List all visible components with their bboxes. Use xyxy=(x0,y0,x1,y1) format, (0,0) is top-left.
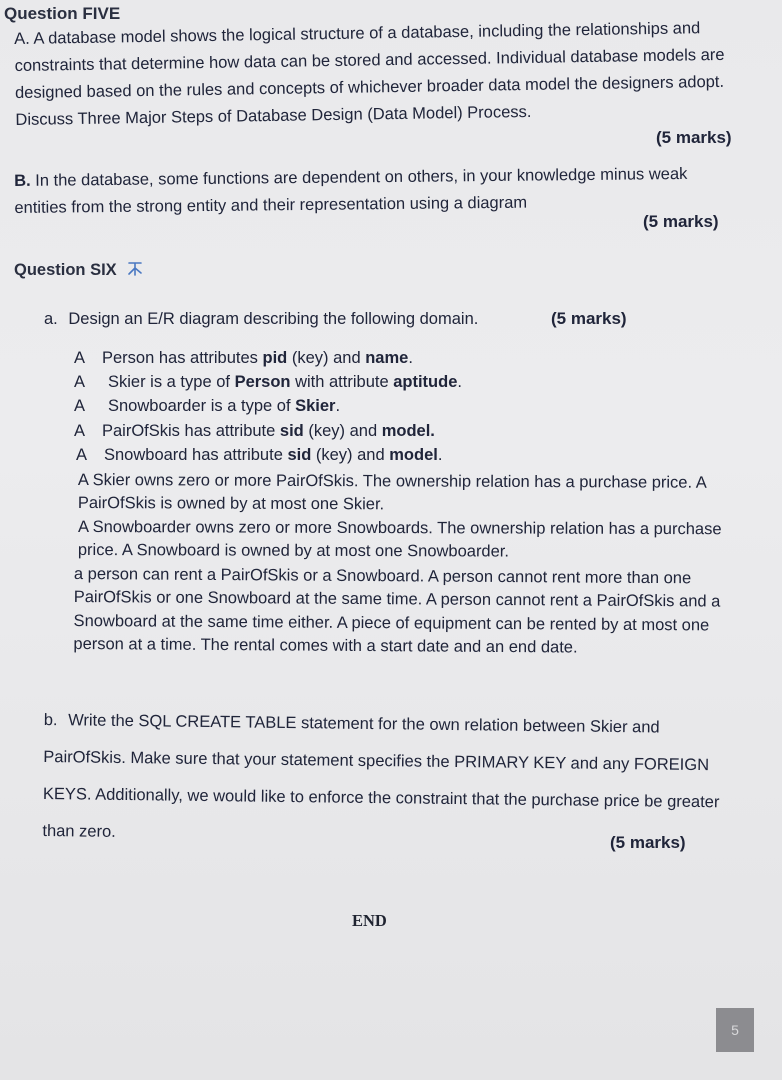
bullet-text: sid xyxy=(287,446,312,464)
q5-part-a-marks: (5 marks) xyxy=(656,128,732,147)
bullet-text: PairOfSkis has attribute xyxy=(102,422,280,440)
q5-part-b-label: B. xyxy=(14,171,31,190)
bullet-text: . xyxy=(408,349,413,367)
bullet-text: with attribute xyxy=(290,373,394,391)
pin-mark-icon xyxy=(127,262,143,281)
q5-part-a-label: A. xyxy=(14,29,30,48)
q5-part-a xyxy=(14,15,744,134)
q6-part-a-label: a. xyxy=(44,310,58,328)
bullet-text: Person xyxy=(234,373,291,391)
bullet-text: Person has attributes xyxy=(102,349,263,367)
bullet-text: Skier is a type of xyxy=(108,373,235,391)
snowboarder-ownership-paragraph: A Snowboarder owns zero or more Snowboards. The ownership relation has a purchase price. A Snowboard is owned by at most one Snowboarder. xyxy=(77,518,722,561)
bullet-text: Snowboarder is a type of xyxy=(108,397,296,415)
question-six-heading-text: Question SIX xyxy=(14,261,117,279)
q6-part-a-text: Design an E/R diagram describing the following domain. xyxy=(68,310,479,328)
bullet-text: sid xyxy=(279,422,304,440)
q5-part-b-marks: (5 marks) xyxy=(643,212,719,231)
q6-part-a-marks: (5 marks) xyxy=(551,309,627,328)
bullet-text: . xyxy=(437,446,443,464)
domain-bullet-item xyxy=(76,446,442,465)
bullet-marker: A xyxy=(74,422,86,440)
domain-bullet-item xyxy=(74,422,435,441)
bullet-marker: A xyxy=(74,397,86,415)
skier-ownership-paragraph: A Skier owns zero or more PairOfSkis. The ownership relation has a purchase price. A PairOfSkis is owned by at most one Skier. xyxy=(77,470,706,514)
q5-part-b-text: In the database, some functions are dependent on others, in your knowledge minus weak entities from the strong entity and their representation using a diagram xyxy=(14,164,688,217)
q6-part-a xyxy=(44,310,478,329)
bullet-text: . xyxy=(457,373,462,391)
end-marker: END xyxy=(352,911,387,930)
page-number: 5 xyxy=(716,1008,754,1052)
bullet-marker: A xyxy=(74,349,86,367)
bullet-text: Snowboard has attribute xyxy=(104,446,288,464)
q5-part-b xyxy=(14,160,743,222)
bullet-text: aptitude xyxy=(393,373,458,391)
domain-bullet-item xyxy=(74,373,462,392)
domain-bullet-item xyxy=(74,397,340,416)
q5-part-a-text: A database model shows the logical structure of a database, including the relationships and constraints that determine how data can be stored and accessed. Individual database models are designed based on the rules and concepts of whichever broader data model the designers adopt. Discuss Three Major Steps of Database Design (Data Model) Process. xyxy=(14,19,725,129)
bullet-marker: A xyxy=(76,446,88,464)
q6-part-b-marks: (5 marks) xyxy=(610,833,686,852)
bullet-text: (key) and xyxy=(311,446,390,464)
rental-paragraph: a person can rent a PairOfSkis or a Snowboard. A person cannot rent more than one PairOfSkis or one Snowboard at the same time. A person cannot rent a PairOfSkis and a Snowboard at the same time either. A piece of equipment can be rented by at most one person at a time. The rental comes with a start date and an end date. xyxy=(73,564,721,657)
q6-part-b-text: Write the SQL CREATE TABLE statement for the own relation between Skier and PairOfSkis. Make sure that your statement specifies the PRIMARY KEY and any FOREIGN KEYS. Additionally, we would like to enforce the constraint that the purchase price be greater than zero. xyxy=(42,711,720,841)
bullet-text: (key) and xyxy=(287,349,366,367)
bullet-text: . xyxy=(335,397,341,415)
bullet-text: Skier xyxy=(295,397,336,415)
q6-part-b-label: b. xyxy=(43,710,58,730)
bullet-text: model xyxy=(389,446,438,464)
bullet-marker: A xyxy=(74,373,86,391)
bullet-text: (key) and xyxy=(303,422,382,440)
question-five-heading: Question FIVE xyxy=(4,4,121,23)
question-six-heading xyxy=(14,261,143,281)
domain-bullet-item xyxy=(74,349,413,368)
bullet-text: name xyxy=(365,349,409,367)
bullet-text: model. xyxy=(381,422,435,440)
bullet-text: pid xyxy=(262,349,288,367)
